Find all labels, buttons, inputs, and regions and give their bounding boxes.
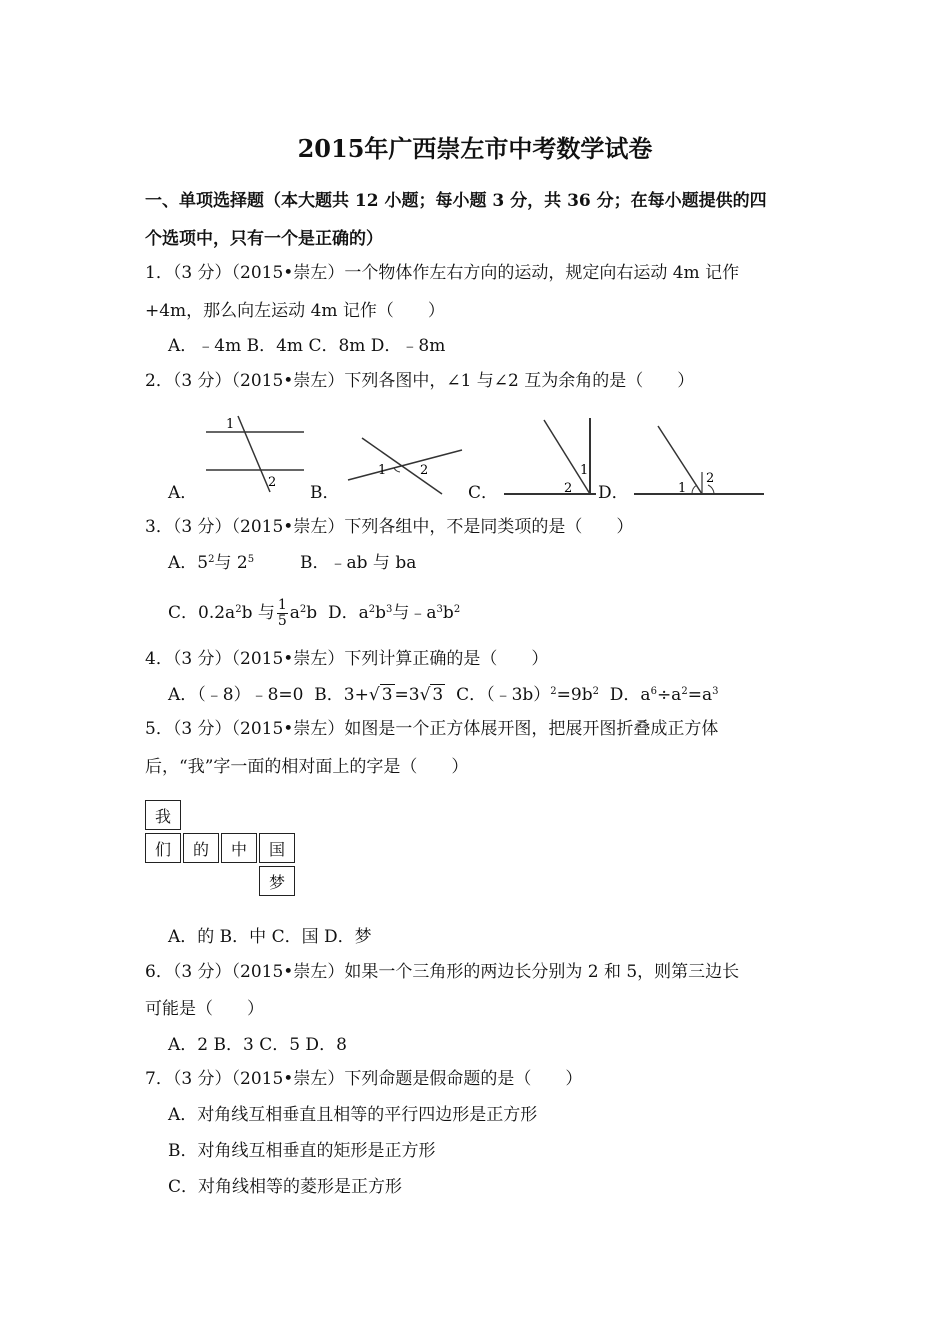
q2d-angle2-label: 2 — [706, 471, 715, 486]
q4-option-a: A．（﹣8）﹣8=0 — [168, 685, 304, 705]
q6-stem-line1: 6．（3 分）（2015•崇左）如果一个三角形的两边长分别为 2 和 5，则第三边长 — [145, 962, 740, 982]
section-heading-line2: 个选项中，只有一个是正确的） — [145, 229, 383, 249]
q3-stem: 3．（3 分）（2015•崇左）下列各组中，不是同类项的是（ ） — [145, 517, 634, 537]
q2-label-b: B． — [310, 483, 340, 503]
q2c-angle1-label: 1 — [580, 463, 589, 478]
q2a-angle1-label: 1 — [226, 417, 235, 432]
q6-options: A．2 B．3 C．5 D．8 — [168, 1035, 347, 1055]
q2a-angle2-label: 2 — [268, 475, 277, 490]
q2b-angle2-label: 2 — [420, 463, 429, 478]
q7-option-a: A．对角线互相垂直且相等的平行四边形是正方形 — [168, 1105, 538, 1125]
q7-stem: 7．（3 分）（2015•崇左）下列命题是假命题的是（ ） — [145, 1069, 583, 1089]
q4-option-d: D．$a^6\div a^2=a^3$ — [609, 685, 719, 705]
q2b-angle1-label: 1 — [378, 463, 387, 478]
q3-option-d: D．$a^2b^3$与$﹣a^3b^2$ — [328, 603, 461, 623]
q4-option-c: C．$(﹣3b)^2=9b^2$ — [456, 685, 599, 705]
q3-option-a: A．$5^2$与 $2^5$ — [168, 553, 255, 573]
q1-options: A．﹣4m B．4m C．8m D．﹣8m — [168, 336, 446, 356]
net-cell-meng: 梦 — [259, 866, 295, 896]
q2-stem: 2．（3 分）（2015•崇左）下列各图中，∠1 与∠2 互为余角的是（ ） — [145, 371, 695, 391]
q3-option-b: B．﹣ab 与 ba — [300, 553, 417, 573]
q2-label-d: D． — [598, 483, 629, 503]
q4-option-b: B．3+√ 3 =3√ 3 — [314, 685, 444, 705]
q5-stem-line1: 5．（3 分）（2015•崇左）如图是一个正方体展开图，把展开图折叠成正方体 — [145, 719, 719, 739]
page-title: 2015年广西崇左市中考数学试卷 — [297, 134, 653, 163]
q4-options — [168, 684, 718, 706]
q2-figure-a — [200, 408, 310, 498]
q3-option-c: C．$0.2a^2b$ 与 $\frac{1}{5}$ $a^2b$ D．$a^2b^3$与$﹣a^3b^2$ — [168, 597, 461, 629]
q2-figure-d — [630, 420, 768, 500]
q5-stem-line2: 后，“我”字一面的相对面上的字是（ ） — [145, 757, 469, 777]
section-heading-line1: 一、单项选择题（本大题共 12 小题；每小题 3 分，共 36 分；在每小题提供的四 — [145, 191, 767, 211]
q5-options: A．的 B．中 C．国 D．梦 — [168, 927, 372, 947]
q1-stem-line2: +4m，那么向左运动 4m 记作（ ） — [145, 301, 445, 321]
q2d-angle1-label: 1 — [678, 481, 687, 496]
q7-option-b: B．对角线互相垂直的矩形是正方形 — [168, 1141, 436, 1161]
net-cell-guo: 国 — [259, 833, 295, 863]
fraction-one-fifth: $\frac{1}{5}$ — [277, 597, 287, 629]
q2-figure-c — [500, 412, 600, 500]
net-cell-de: 的 — [183, 833, 219, 863]
q2c-angle2-label: 2 — [564, 481, 573, 496]
net-cell-wo: 我 — [145, 800, 181, 830]
q4-stem: 4．（3 分）（2015•崇左）下列计算正确的是（ ） — [145, 649, 549, 669]
q6-stem-line2: 可能是（ ） — [145, 999, 264, 1019]
net-cell-zhong: 中 — [221, 833, 257, 863]
q2-figure-b — [342, 432, 467, 498]
q2-label-c: C． — [468, 483, 499, 503]
q1-stem-line1: 1．（3 分）（2015•崇左）一个物体作左右方向的运动，规定向右运动 4m 记作 — [145, 263, 740, 283]
net-cell-men: 们 — [145, 833, 181, 863]
q7-option-c: C．对角线相等的菱形是正方形 — [168, 1177, 403, 1197]
q2-label-a: A． — [168, 483, 198, 503]
